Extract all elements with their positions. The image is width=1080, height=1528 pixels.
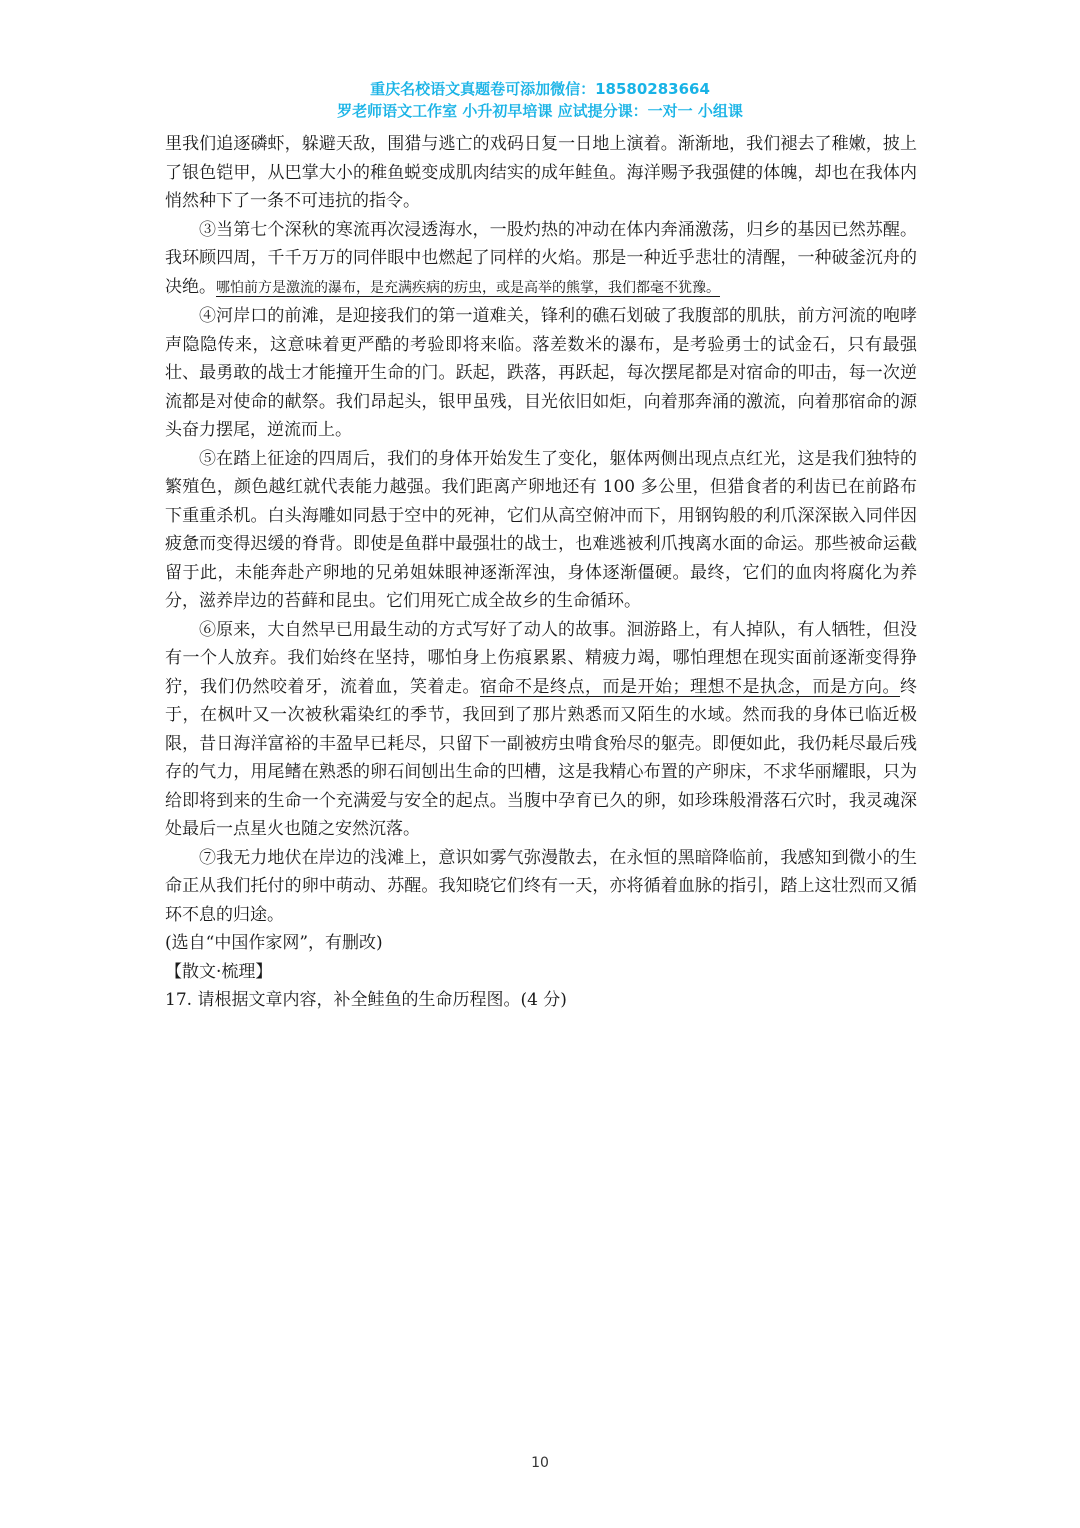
paragraph-3-text: ③当第七个深秋的寒流再次浸透海水，一股灼热的冲动在体内奔涌激荡，归乡的基因已然苏醒。我环顾四周，千千万万的同伴眼中也燃起了同样的火焰。那是一种近乎悲壮的清醒，一种破釜沉舟的决绝。 (165, 219, 917, 297)
paragraph-6-text-b: 终于，在枫叶又一次被秋霜染红的季节，我回到了那片熟悉而又陌生的水域。然而我的身体已临近极限，昔日海洋富裕的丰盈早已耗尽，只留下一副被疠虫啃食殆尽的躯壳。即便如此，我仍耗尽最后残存的气力，用尾鳍在熟悉的卵石间刨出生命的凹槽，这是我精心布置的产卵床，不求华丽耀眼，只为给即将到来的生命一个充满爱与安全的起点。当腹中孕育已久的卵，如珍珠般滑落石穴时，我灵魂深处最后一点星火也随之安然沉落。 (165, 676, 917, 839)
paragraph-7: ⑦我无力地伏在岸边的浅滩上，意识如雾气弥漫散去，在永恒的黑暗降临前，我感知到微小的生命正从我们托付的卵中萌动、苏醒。我知晓它们终有一天，亦将循着血脉的指引，踏上这壮烈而又循环不息的归途。 (165, 847, 917, 925)
paragraph-5: ⑤在踏上征途的四周后，我们的身体开始发生了变化，躯体两侧出现点点红光，这是我们独特的繁殖色，颜色越红就代表能力越强。我们距离产卵地还有 100 多公里，但猎食者的利齿已在前路布下重重杀机。白头海雕如同悬于空中的死神，它们从高空俯冲而下，用钢钩般的利爪深深嵌入同伴因疲惫而变得迟缓的脊背。即使是鱼群中最强壮的战士，也难逃被利爪拽离水面的命运。那些被命运截留于此，未能奔赴产卵地的兄弟姐妹眼神逐渐浑浊，身体逐渐僵硬。最终，它们的血肉将腐化为养分，滋养岸边的苔藓和昆虫。它们用死亡成全故乡的生命循环。 (165, 448, 917, 611)
paragraph-4: ④河岸口的前滩，是迎接我们的第一道难关，锋利的礁石划破了我腹部的肌肤，前方河流的咆哮声隐隐传来，这意味着更严酷的考验即将来临。落差数米的瀑布，是考验勇士的试金石，只有最强壮、最勇敢的战士才能撞开生命的门。跃起，跌落，再跃起，每次摆尾都是对宿命的叩击，每一次逆流都是对使命的献祭。我们昂起头，银甲虽残，目光依旧如炬，向着那奔涌的激流，向着那宿命的源头奋力摆尾，逆流而上。 (165, 306, 917, 440)
section-title: 【散文·梳理】 (165, 961, 273, 982)
paragraph-6 (165, 616, 917, 844)
page-header (0, 78, 1080, 122)
page-number: 10 (531, 1455, 549, 1471)
header-contact-line: 重庆名校语文真题卷可添加微信：18580283664 (370, 80, 710, 98)
question-17: 17. 请根据文章内容，补全鲑鱼的生命历程图。(4 分) (165, 990, 567, 1010)
paragraph-6-text-a: ⑥原来，大自然早已用最生动的方式写好了动人的故事。洄游路上，有人掉队，有人牺牲，但没有一个人放弃。我们始终在坚持，哪怕身上伤痕累累、精疲力竭，哪怕理想在现实面前逐渐变得狰狞，我们仍然咬着牙，流着血，笑着走。 (165, 619, 917, 697)
article-body (165, 130, 917, 1015)
paragraph-3 (165, 216, 917, 303)
source-note: (选自“中国作家网”，有删改) (165, 933, 383, 953)
paragraph-2-tail: 里我们追逐磷虾，躲避天敌，围猎与逃亡的戏码日复一日地上演着。渐渐地，我们褪去了稚嫩，披上了银色铠甲，从巴掌大小的稚鱼蜕变成肌肉结实的成年鲑鱼。海洋赐予我强健的体魄，却也在我体内悄然种下了一条不可违抗的指令。 (165, 134, 917, 211)
paragraph-6-underlined-sentence: 宿命不是终点，而是开始；理想不是执念，而是方向。 (480, 676, 900, 697)
paragraph-3-underlined-sentence: 哪怕前方是激流的瀑布，是充满疾病的疠虫，或是高举的熊掌，我们都毫不犹豫。 (216, 279, 720, 296)
header-ad-line: 罗老师语文工作室 小升初早培课 应试提分课：一对一 小组课 (337, 102, 743, 120)
